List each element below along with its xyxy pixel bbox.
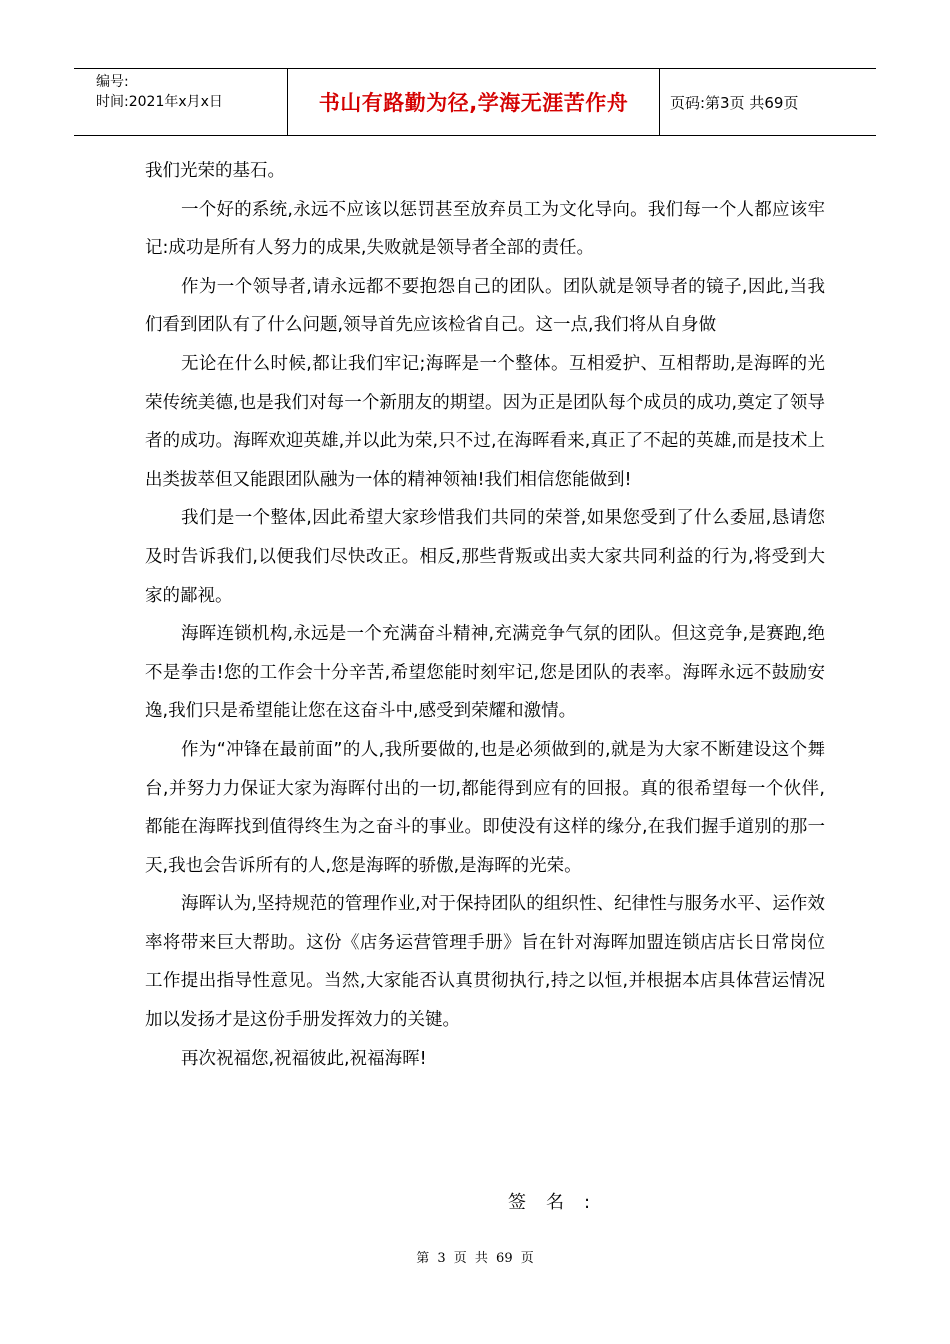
- page-header: [74, 68, 876, 136]
- signature-line: [508, 1188, 594, 1214]
- signature-colon: :: [584, 1192, 595, 1213]
- paragraph: 作为“冲锋在最前面”的人,我所要做的,也是必须做到的,就是为大家不断建设这个舞台,并努力力保证大家为海晖付出的一切,都能得到应有的回报。真的很希望每一个伙伴,都能在海晖找到值得终生为之奋斗的事业。即使没有这样的缘分,在我们握手道别的那一天,我也会告诉所有的人,您是海晖的骄傲,是海晖的光荣。: [145, 739, 825, 876]
- paragraph: 海晖认为,坚持规范的管理作业,对于保持团队的组织性、纪律性与服务水平、运作效率将带来巨大帮助。这份《店务运营管理手册》旨在针对海晖加盟连锁店店长日常岗位工作提出指导性意见。当然,大家能否认真贯彻执行,持之以恒,并根据本店具体营运情况加以发扬才是这份手册发挥效力的关键。: [145, 894, 825, 1031]
- header-page-number: 页码:第3页 共69页: [670, 93, 799, 112]
- page-footer: 第 3 页 共 69 页: [416, 1251, 534, 1266]
- paragraph: 无论在什么时候,都让我们牢记;海晖是一个整体。互相爱护、互相帮助,是海晖的光荣传统美德,也是我们对每一个新朋友的期望。因为正是团队每个成员的成功,奠定了领导者的成功。海晖欢迎英雄,并以此为荣,只不过,在海晖看来,真正了不起的英雄,而是技术上出类拔萃但又能跟团队融为一体的精神领袖!我们相信您能做到!: [145, 353, 825, 490]
- date-label: 时间:2021年x月x日: [96, 94, 223, 110]
- header-meta: [74, 69, 287, 135]
- document-body: [145, 152, 825, 1078]
- paragraph: 一个好的系统,永远不应该以惩罚甚至放弃员工为文化导向。我们每一个人都应该牢记:成功是所有人努力的成果,失败就是领导者全部的责任。: [145, 199, 825, 259]
- header-motto: 书山有路勤为径,学海无涯苦作舟: [287, 69, 660, 135]
- paragraph-continuation: 我们光荣的基石。: [145, 161, 285, 181]
- paragraph: 再次祝福您,祝福彼此,祝福海晖!: [181, 1048, 427, 1069]
- paragraph: 海晖连锁机构,永远是一个充满奋斗精神,充满竞争气氛的团队。但这竞争,是赛跑,绝不是拳击!您的工作会十分辛苦,希望您能时刻牢记,您是团队的表率。海晖永远不鼓励安逸,我们只是希望能让您在这奋斗中,感受到荣耀和激情。: [145, 624, 825, 722]
- paragraph: 作为一个领导者,请永远都不要抱怨自己的团队。团队就是领导者的镜子,因此,当我们看到团队有了什么问题,领导首先应该检省自己。这一点,我们将从自身做: [145, 276, 825, 336]
- paragraph: 我们是一个整体,因此希望大家珍惜我们共同的荣誉,如果您受到了什么委屈,恳请您及时告诉我们,以便我们尽快改正。相反,那些背叛或出卖大家共同利益的行为,将受到大家的鄙视。: [145, 508, 825, 606]
- serial-label: 编号:: [96, 74, 129, 90]
- signature-label: 签名: [508, 1192, 584, 1213]
